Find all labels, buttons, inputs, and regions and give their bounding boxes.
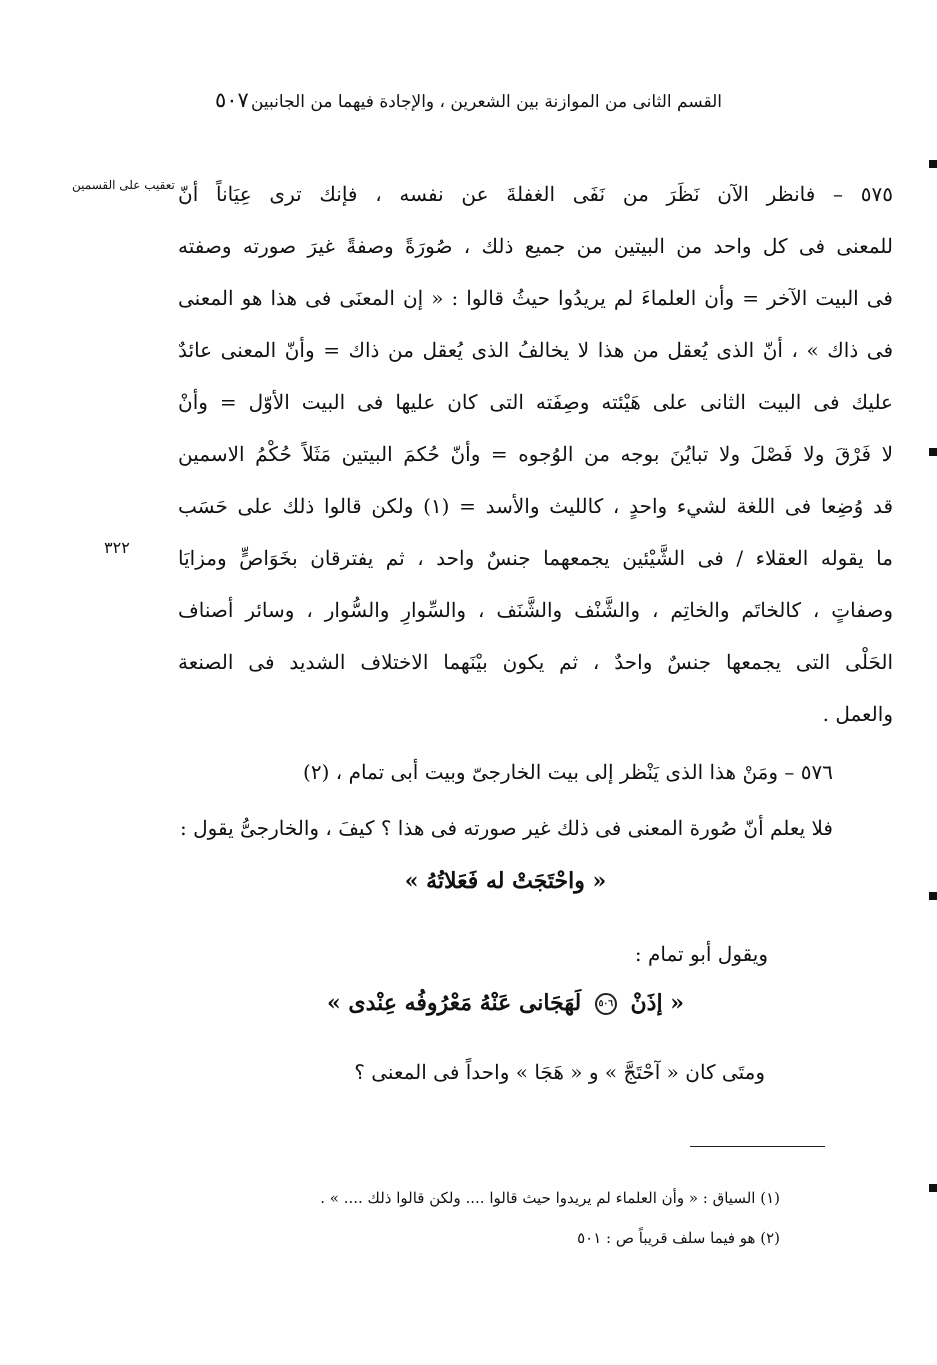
text-line: قد وُضِعا فى اللغة لشيء واحدٍ ، كالليث والأسد = (١) ولكن قالوا ذلك على حَسَب <box>178 494 893 518</box>
closing-question <box>300 1044 765 1100</box>
margin-note: تعقيب على القسمين <box>72 178 175 192</box>
paragraph-575 <box>178 168 893 740</box>
text-line: ٥٧٥ – فانظر الآن نَظَرَ من نَفَى الغفلةَ عن نفسه ، فإنك ترى عِيَاناً أنّ <box>178 182 893 206</box>
text-line: ٥٧٦ – ومَنْ هذا الذى يَنْظر إلى بيت الخارجىّ وبيت أبى تمام ، (٢) <box>303 760 833 784</box>
text-line: والعمل . <box>822 702 893 726</box>
footnote-divider <box>690 1146 825 1147</box>
text-line: ويقول أبو تمام : <box>634 942 768 966</box>
verse-khariji: « واحْتَجَتْ له فَعَلاتُهُ » <box>404 868 607 894</box>
paragraph-576 <box>178 744 833 856</box>
text-line: فلا يعلم أنّ صُورة المعنى فى ذلك غير صورته فى هذا ؟ كيفَ ، والخارجىُّ يقول : <box>180 816 833 840</box>
footnote-2: (٢) هو فيما سلف قريباً ص : ٥٠١ <box>577 1229 780 1247</box>
footnotes <box>240 1178 780 1258</box>
text-line: ما يقوله العقلاء / فى الشَّيْئين يجمعهما جنسٌ واحد ، ثم يفترقان بخَوَاصٍّ ومزايَا <box>178 546 893 570</box>
header-title: القسم الثانى من الموازنة بين الشعرين ، والإجادة فيهما من الجانبين <box>250 92 722 112</box>
footnote-1: (١) السياق : « وأن العلماء لم يريدوا حيث قالوا .... ولكن قالوا ذلك .... » . <box>320 1189 780 1207</box>
scan-edge-mark <box>929 1184 937 1192</box>
verse-start: « إذَنْ <box>630 990 684 1016</box>
text-line: فى ذاك » ، أنّ الذى يُعقل من هذا لا يخالفُ الذى يُعقل من ذاك = وأنّ المعنى عائدٌ <box>178 338 893 362</box>
text-line: فى البيت الآخر = وأن العلماءَ لم يريدُوا حيثُ قالوا : « إن المعنَى فى هذا هو المعنى <box>178 286 893 310</box>
text-line: ومتَى كان « آحْتَجَّ » و « هَجَا » واحداً فى المعنى ؟ <box>354 1060 765 1084</box>
margin-page-ref: ٣٢٢ <box>104 538 130 557</box>
scan-edge-mark <box>929 892 937 900</box>
text-line: عليك فى البيت الثانى على هَيْئته وصِفَته التى كان عليها فى البيت الأوّل = وأنْ <box>178 390 893 414</box>
page-number: ٥٠٧ <box>215 88 249 112</box>
running-header <box>200 88 722 126</box>
text-line: لا فَرْقَ ولا فَصْلَ ولا تبايُنَ بوجه من الوُجوه = وأنّ حُكمَ البيتين مَثَلاً حُكْمُ الاسمين <box>178 442 893 466</box>
page-seal-icon: ٥٠٦ <box>595 993 617 1015</box>
text-line: للمعنى فى كل واحد من البيتين من جميع ذلك ، صُورَةً وصفةً غيرَ صورته وصفته <box>178 234 893 258</box>
scan-edge-mark <box>929 160 937 168</box>
verse-end: لَهَجَانى عَنْهُ مَعْرُوفُه عِنْدى » <box>327 990 582 1016</box>
text-line: وصفاتٍ ، كالخاتَم والخاتِم ، والشَّنْف والشَّنَف ، والسِّوارِ والسُّوار ، وسائر أصناف <box>178 598 893 622</box>
verse-abu-tammam <box>178 990 833 1016</box>
intro-abu-tammam <box>178 926 768 982</box>
text-line: الحَلْى التى يجمعها جنسٌ واحدٌ ، ثم يكون بيْنَهما الاختلاف الشديد فى الصنعة <box>178 650 893 674</box>
scan-edge-mark <box>929 448 937 456</box>
